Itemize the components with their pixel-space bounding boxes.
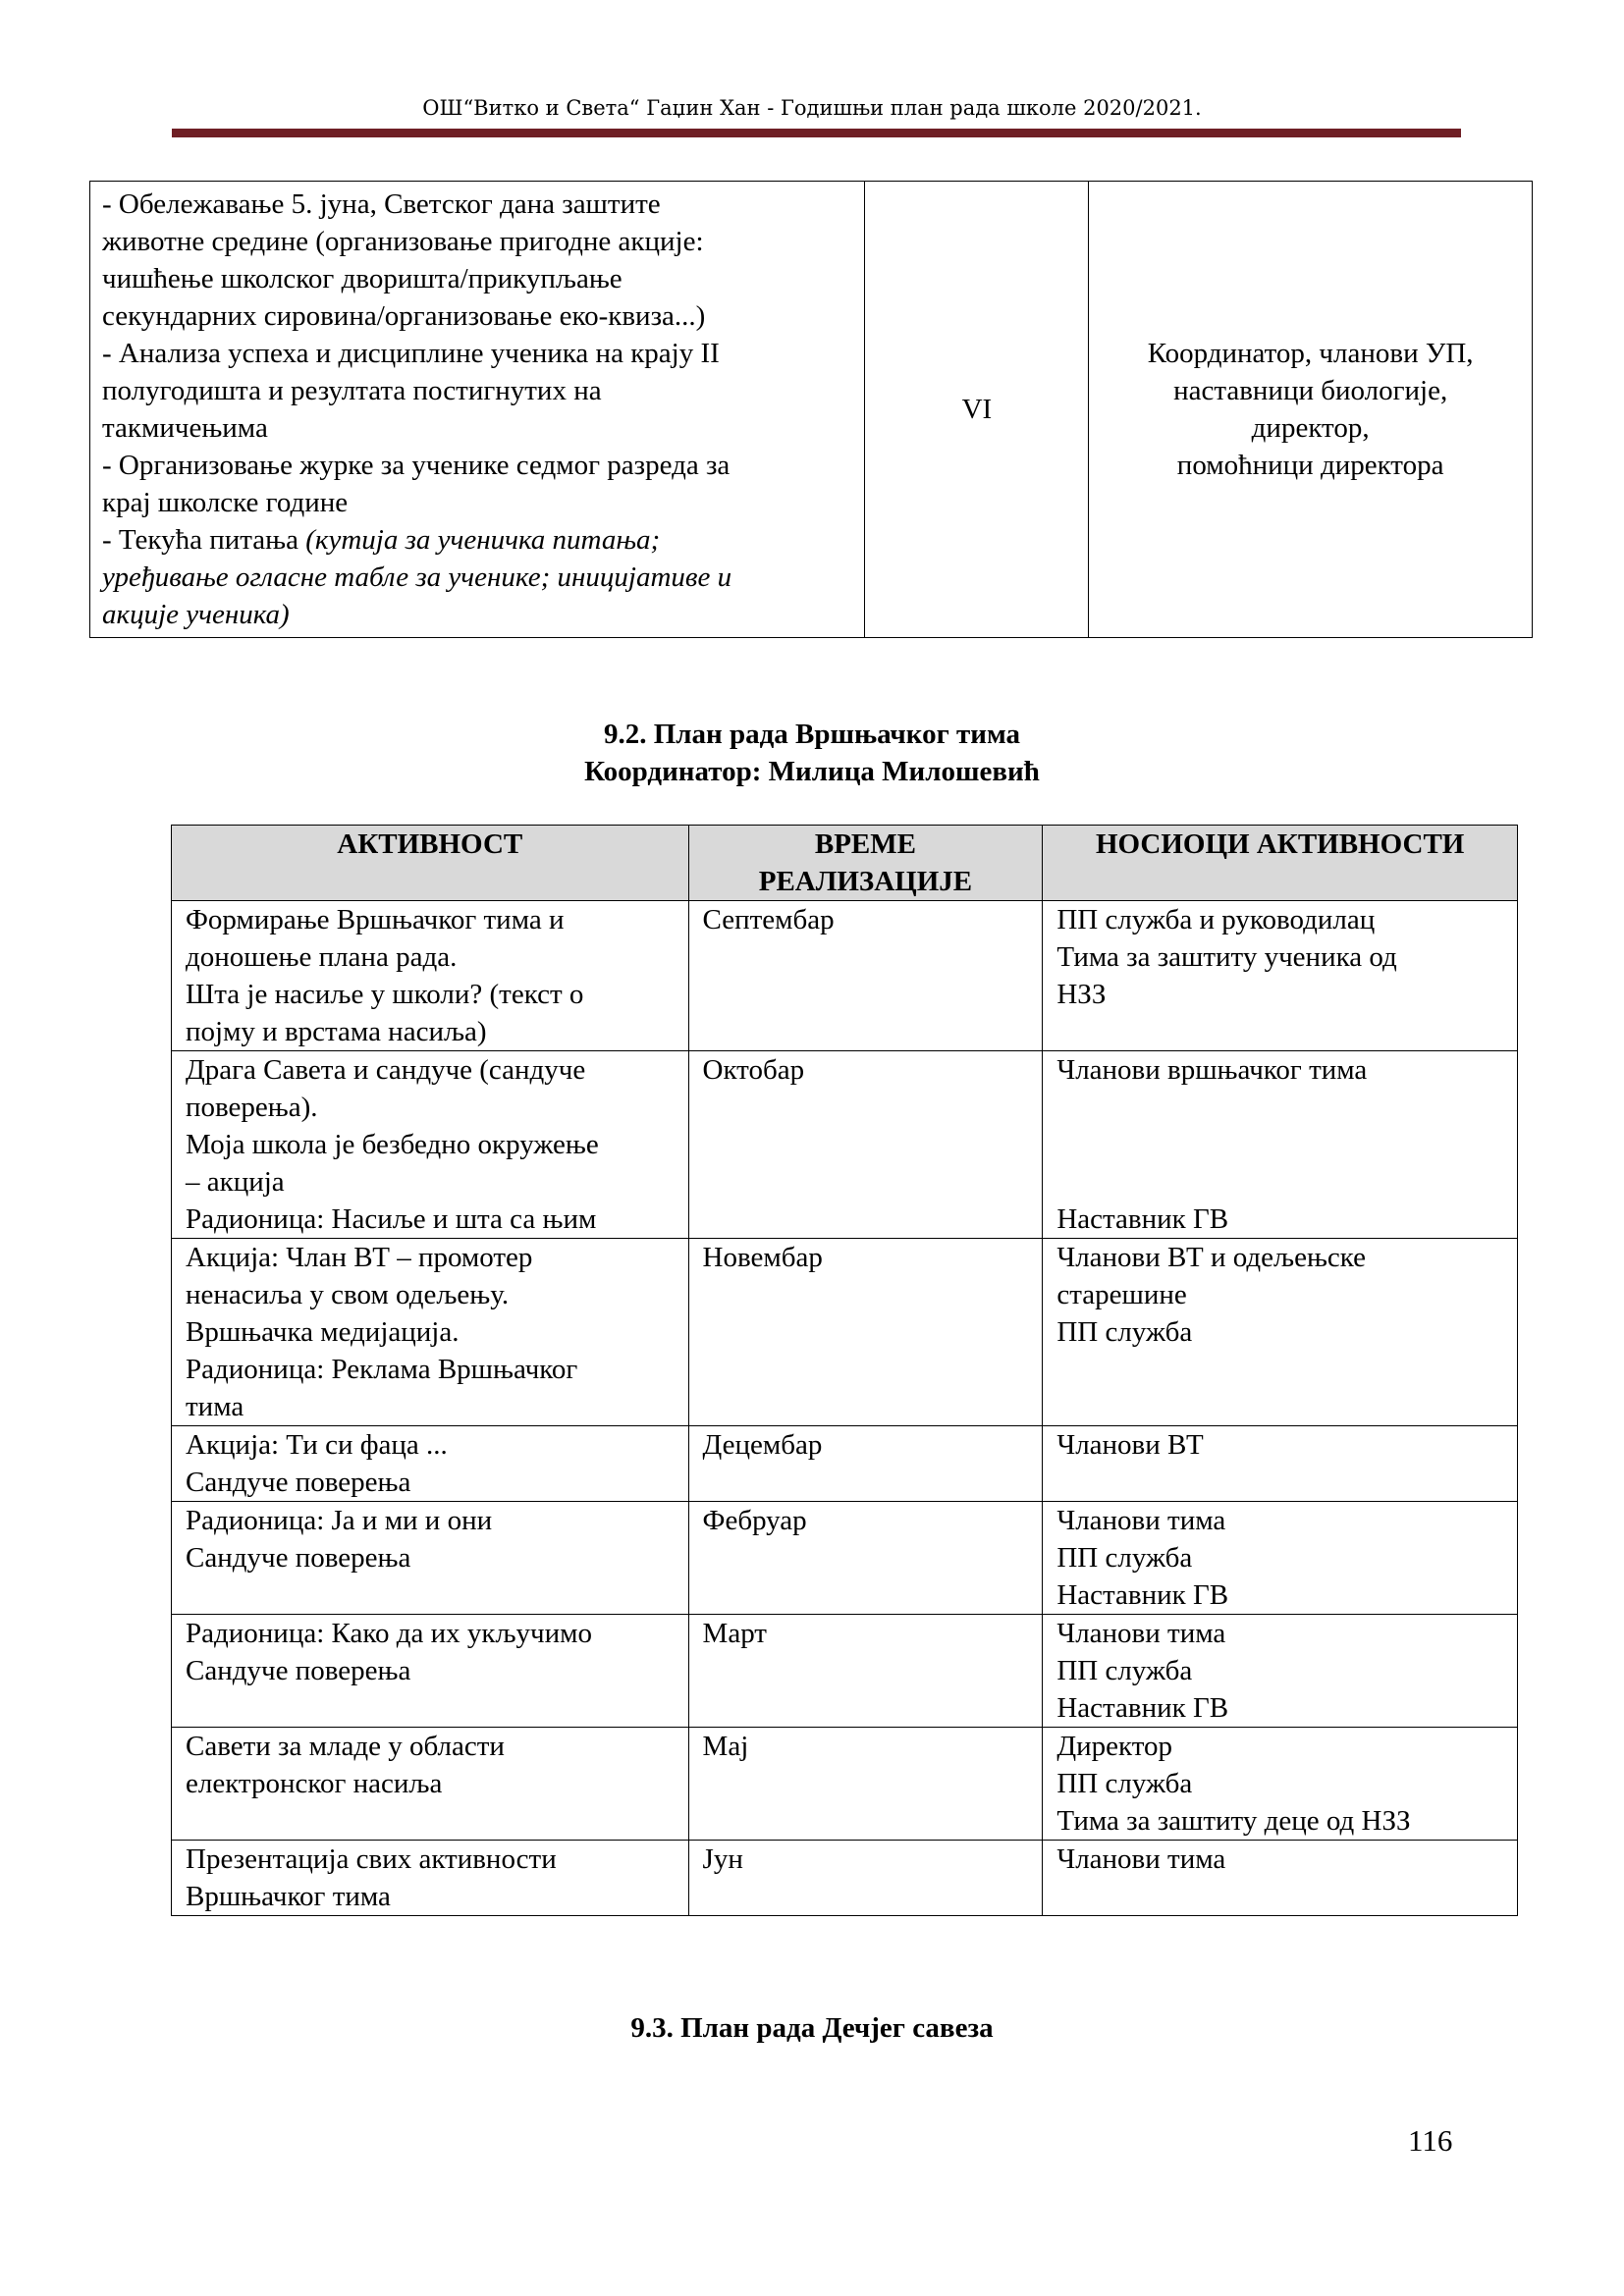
activity-cell bbox=[172, 1728, 689, 1841]
carriers-cell bbox=[1043, 1051, 1518, 1239]
table-row bbox=[172, 1615, 1518, 1728]
cell-line: Акција: Члан ВТ – промотер bbox=[186, 1242, 533, 1273]
cell-line: – акција bbox=[186, 1166, 285, 1198]
italic-text: (кутија за ученичка питања; bbox=[305, 524, 661, 556]
cell-line: Формирање Вршњачког тима и bbox=[186, 904, 565, 935]
cell-line: Шта је насиље у школи? (текст о bbox=[186, 979, 584, 1010]
carriers-cell bbox=[1089, 182, 1533, 638]
time-cell: Децембар bbox=[688, 1426, 1043, 1502]
cell-line bbox=[1056, 1163, 1503, 1201]
header-line: ВРЕМЕ bbox=[814, 828, 916, 860]
section-coordinator: Координатор: Милица Милошевић bbox=[584, 756, 1040, 787]
text-line: - Организовање журке за ученике седмог разреда за bbox=[102, 450, 731, 481]
table-row bbox=[172, 1728, 1518, 1841]
time-cell: Октобар bbox=[688, 1051, 1043, 1239]
cell-line: поверења). bbox=[186, 1092, 318, 1123]
cell-line: Сандуче поверења bbox=[186, 1467, 411, 1498]
table-row bbox=[172, 901, 1518, 1051]
text-line: крај школске године bbox=[102, 487, 349, 518]
cell-line: ПП служба bbox=[1056, 1655, 1193, 1686]
time-cell: VI bbox=[865, 182, 1089, 638]
page-number: 116 bbox=[1408, 2123, 1453, 2158]
cell-line: електронског насиља bbox=[186, 1768, 443, 1799]
table-row bbox=[172, 1426, 1518, 1502]
activity-cell bbox=[172, 1426, 689, 1502]
time-cell: Јун bbox=[688, 1841, 1043, 1916]
activity-cell bbox=[172, 1502, 689, 1615]
cell-line: ПП служба bbox=[1056, 1316, 1193, 1348]
cell-line: Сандуче поверења bbox=[186, 1655, 411, 1686]
text-line: наставници биологије, bbox=[1173, 375, 1448, 406]
text-line: помоћници директора bbox=[1176, 450, 1444, 481]
italic-line: уређивање огласне табле за ученике; иницијативе и bbox=[102, 561, 732, 593]
carriers-cell bbox=[1043, 1615, 1518, 1728]
cell-line: Драга Савета и сандуче (сандуче bbox=[186, 1054, 586, 1086]
carriers-cell bbox=[1043, 1426, 1518, 1502]
table-row bbox=[90, 182, 1533, 638]
cell-line: Вршњачког тима bbox=[186, 1881, 391, 1912]
time-cell: Септембар bbox=[688, 901, 1043, 1051]
time-cell: Март bbox=[688, 1615, 1043, 1728]
time-cell: Фебруар bbox=[688, 1502, 1043, 1615]
carriers-cell bbox=[1043, 901, 1518, 1051]
italic-line: акције ученика) bbox=[102, 599, 290, 630]
cell-line: Чланови тима bbox=[1056, 1843, 1226, 1875]
section-title: 9.3. План рада Дечјег савеза bbox=[630, 2012, 994, 2044]
cell-line: Директор bbox=[1056, 1731, 1173, 1762]
table-row bbox=[172, 1239, 1518, 1426]
table-row bbox=[172, 1841, 1518, 1916]
cell-line: Тима за заштиту деце од НЗЗ bbox=[1056, 1805, 1411, 1837]
text-line: чишћење школског дворишта/прикупљање bbox=[102, 263, 623, 294]
cell-line: појму и врстама насиља) bbox=[186, 1016, 487, 1047]
cell-line: Чланови тима bbox=[1056, 1618, 1226, 1649]
cell-line: ПП служба и руководилац bbox=[1056, 904, 1376, 935]
column-header-carriers: НОСИОЦИ АКТИВНОСТИ bbox=[1043, 826, 1518, 901]
cell-line: ПП служба bbox=[1056, 1542, 1193, 1574]
activity-cell bbox=[172, 1239, 689, 1426]
column-header-time bbox=[688, 826, 1043, 901]
text-line: животне средине (организовање пригодне акције: bbox=[102, 226, 704, 257]
cell-line: Сандуче поверења bbox=[186, 1542, 411, 1574]
table-header-row bbox=[172, 826, 1518, 901]
peer-team-plan-table bbox=[171, 825, 1518, 1916]
activity-cell bbox=[172, 1841, 689, 1916]
carriers-cell bbox=[1043, 1239, 1518, 1426]
text-line bbox=[102, 521, 852, 559]
carriers-cell bbox=[1043, 1502, 1518, 1615]
carriers-cell bbox=[1043, 1841, 1518, 1916]
carriers-cell bbox=[1043, 1728, 1518, 1841]
cell-line: ПП служба bbox=[1056, 1768, 1193, 1799]
time-cell: Мај bbox=[688, 1728, 1043, 1841]
text-line: директор, bbox=[1251, 412, 1370, 444]
text-line: Координатор, чланови УП, bbox=[1147, 338, 1474, 369]
cell-line: доношење плана рада. bbox=[186, 941, 458, 973]
activity-cell bbox=[172, 1051, 689, 1239]
header-rule bbox=[172, 129, 1461, 137]
cell-line: Наставник ГВ bbox=[1056, 1692, 1229, 1724]
cell-line: Радионица: Реклама Вршњачког bbox=[186, 1354, 578, 1385]
cell-line: Чланови тима bbox=[1056, 1505, 1226, 1536]
cell-line: НЗЗ bbox=[1056, 979, 1107, 1010]
document-header: ОШ“Витко и Света“ Гаџин Хан - Годишњи план рада школе 2020/2021. bbox=[422, 96, 1202, 120]
cell-line: Наставник ГВ bbox=[1056, 1203, 1229, 1235]
cell-line: Вршњачка медијација. bbox=[186, 1316, 460, 1348]
cell-line: Радионица: Насиље и шта са њим bbox=[186, 1203, 597, 1235]
cell-line: тима bbox=[186, 1391, 244, 1422]
cell-line: Савети за младе у области bbox=[186, 1731, 505, 1762]
cell-line: Чланови вршњачког тима bbox=[1056, 1054, 1368, 1086]
text-line: - Анализа успеха и дисциплине ученика на крају II bbox=[102, 338, 720, 369]
table-row bbox=[172, 1051, 1518, 1239]
cell-line: Чланови ВТ bbox=[1056, 1429, 1204, 1461]
header-line: РЕАЛИЗАЦИЈЕ bbox=[758, 866, 973, 897]
table-row bbox=[172, 1502, 1518, 1615]
cell-line bbox=[1056, 1089, 1503, 1126]
text-line: - Обележавање 5. јуна, Светског дана заштите bbox=[102, 188, 661, 220]
text-line: такмичењима bbox=[102, 412, 268, 444]
cell-line: ненасиља у свом одељењу. bbox=[186, 1279, 510, 1310]
cell-line: Наставник ГВ bbox=[1056, 1579, 1229, 1611]
column-header-activity: АКТИВНОСТ bbox=[172, 826, 689, 901]
cell-line: Тима за заштиту ученика од bbox=[1056, 941, 1397, 973]
text-line: полугодишта и резултата постигнутих на bbox=[102, 375, 602, 406]
time-cell: Новембар bbox=[688, 1239, 1043, 1426]
activity-cell bbox=[172, 901, 689, 1051]
activity-cell bbox=[90, 182, 865, 638]
cell-line bbox=[1056, 1126, 1503, 1163]
cell-line: старешине bbox=[1056, 1279, 1187, 1310]
cell-line: Презентација свих активности bbox=[186, 1843, 557, 1875]
cell-line: Чланови ВТ и одељењске bbox=[1056, 1242, 1367, 1273]
cell-line: Радионица: Ја и ми и они bbox=[186, 1505, 493, 1536]
cell-line: Радионица: Како да их укључимо bbox=[186, 1618, 592, 1649]
text-prefix: - Текућа питања bbox=[102, 524, 306, 556]
cell-line: Акција: Ти си фаца ... bbox=[186, 1429, 448, 1461]
previous-plan-table bbox=[89, 181, 1533, 638]
cell-line: Моја школа је безбедно окружење bbox=[186, 1129, 599, 1160]
activity-cell bbox=[172, 1615, 689, 1728]
text-line: секундарних сировина/организовање еко-квиза...) bbox=[102, 300, 706, 332]
section-title: 9.2. План рада Вршњачког тима bbox=[603, 719, 1021, 750]
